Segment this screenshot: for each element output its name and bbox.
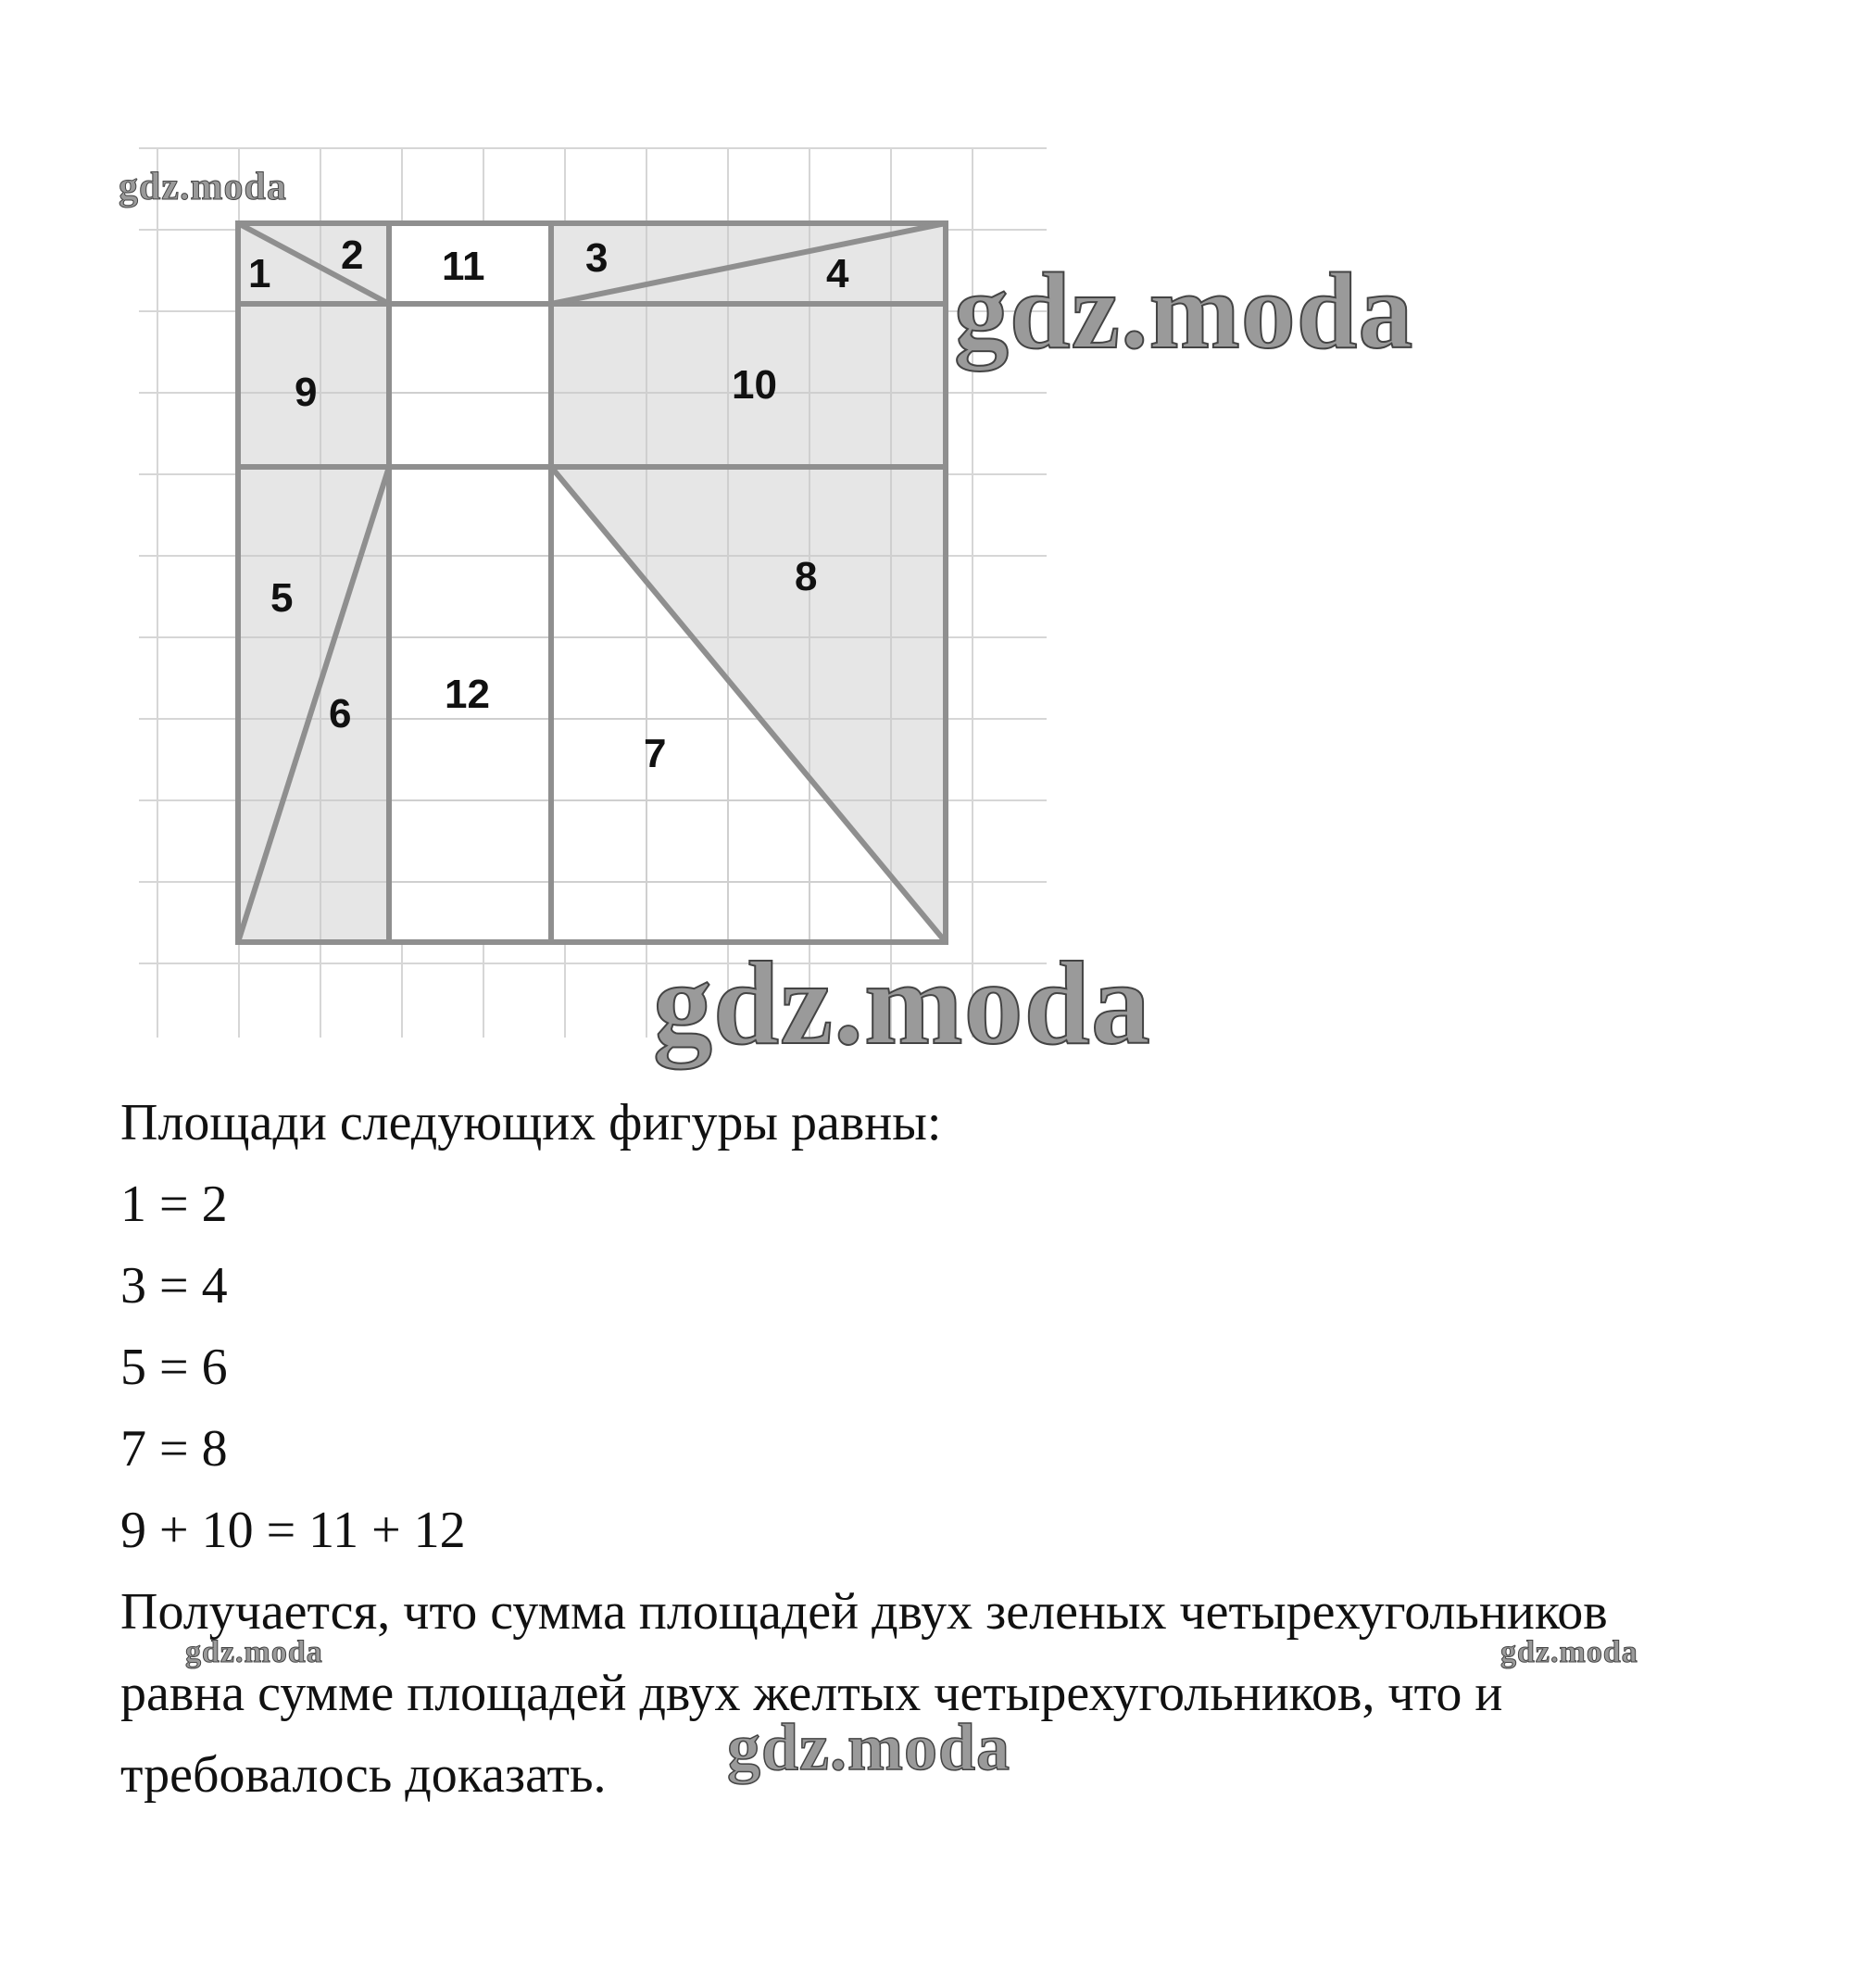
- label-3: 3: [585, 235, 609, 281]
- equality-line: 9 + 10 = 11 + 12: [120, 1502, 466, 1559]
- watermark-top-left: gdz.moda: [119, 166, 287, 208]
- label-11: 11: [442, 244, 485, 289]
- label-8: 8: [795, 554, 818, 599]
- equality-line: 7 = 8: [120, 1420, 228, 1478]
- label-4: 4: [826, 251, 849, 296]
- label-10: 10: [732, 362, 777, 408]
- watermark-center: gdz.moda: [653, 937, 1151, 1069]
- label-6: 6: [329, 691, 352, 736]
- conclusion-line: требовалось доказать.: [120, 1746, 607, 1804]
- intro-text: Площади следующих фигуры равны:: [120, 1094, 942, 1151]
- label-7: 7: [644, 731, 667, 776]
- equality-line: 3 = 4: [120, 1257, 228, 1315]
- label-2: 2: [341, 233, 364, 278]
- conclusion-line: равна сумме площадей двух желтых четырехугольников, что и: [120, 1665, 1503, 1722]
- watermark-small-left: gdz.moda: [185, 1635, 323, 1669]
- shaded-regions: [238, 223, 946, 942]
- watermark-right: gdz.moda: [954, 250, 1414, 371]
- watermark-small-right: gdz.moda: [1500, 1635, 1638, 1669]
- region-center-blank: [389, 304, 551, 467]
- label-1: 1: [248, 251, 271, 296]
- geometry-figure: [139, 130, 1047, 1038]
- equality-line: 5 = 6: [120, 1339, 228, 1396]
- equality-line: 1 = 2: [120, 1176, 228, 1233]
- label-5: 5: [270, 575, 294, 621]
- partitioned-square-diagram: [139, 130, 1047, 1038]
- conclusion-line: Получается, что сумма площадей двух зеленых четырехугольников: [120, 1583, 1608, 1641]
- watermark-bottom: gdz.moda: [727, 1710, 1011, 1784]
- label-12: 12: [445, 672, 490, 717]
- label-9: 9: [295, 370, 318, 415]
